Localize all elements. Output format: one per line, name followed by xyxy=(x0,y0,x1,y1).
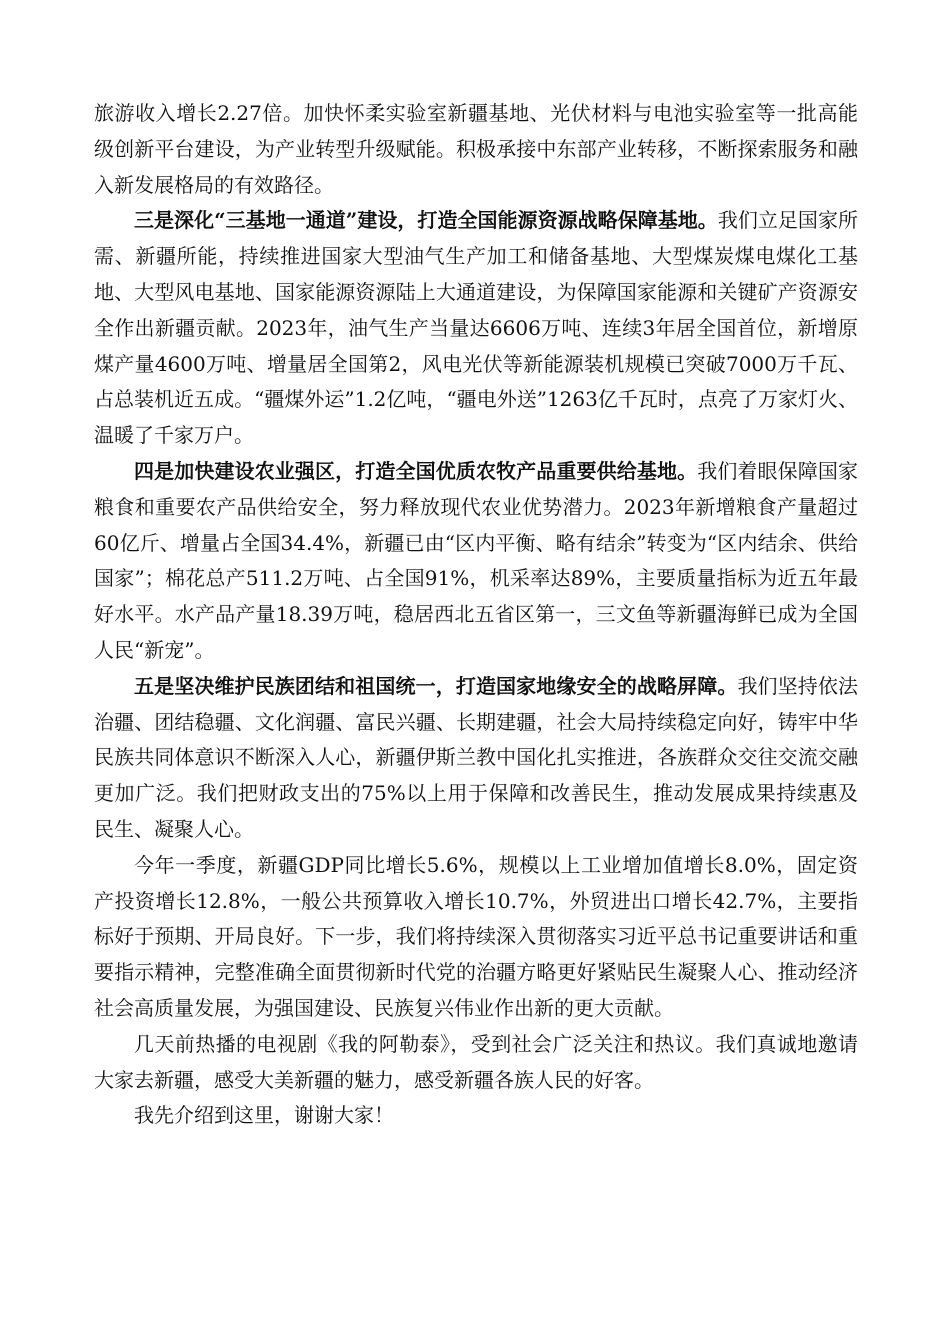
paragraph-text: 我先介绍到这里，谢谢大家！ xyxy=(134,1103,394,1128)
paragraph-agriculture xyxy=(94,454,858,669)
paragraph-first-quarter xyxy=(94,848,858,1027)
paragraph-closing xyxy=(94,1098,858,1134)
paragraph-tourism-continued xyxy=(94,96,858,203)
paragraph-text: 旅游收入增长2.27倍。加快怀柔实验室新疆基地、光伏材料与电池实验室等一批高能级创新平台建设，为产业转型升级赋能。积极承接中东部产业转移，不断探索服务和融入新发展格局的有效路径。 xyxy=(94,101,858,197)
paragraph-lead: 五是坚决维护民族团结和祖国统一，打造国家地缘安全的战略屏障。 xyxy=(134,673,738,698)
document-body xyxy=(94,96,858,1134)
paragraph-text: 我们着眼保障国家粮食和重要农产品供给安全，努力释放现代农业优势潜力。2023年新增粮食产量超过60亿斤、增量占全国34.4%，新疆已由“区内平衡、略有结余”转变为“区内结余、供给国家”；棉花总产511.2万吨、占全国91%，机采率达89%，主要质量指标为近五年最好水平。水产品产量18.39万吨，稳居西北五省区第一，三文鱼等新疆海鲜已成为全国人民“新宠”。 xyxy=(94,458,859,662)
paragraph-text: 几天前热播的电视剧《我的阿勒泰》，受到社会广泛关注和热议。我们真诚地邀请大家去新疆，感受大美新疆的魅力，感受新疆各族人民的好客。 xyxy=(94,1031,858,1092)
paragraph-energy-base xyxy=(94,203,858,454)
paragraph-text: 今年一季度，新疆GDP同比增长5.6%，规模以上工业增加值增长8.0%，固定资产投资增长12.8%，一般公共预算收入增长10.7%，外贸进出口增长42.7%，主要指标好于预期、开局良好。下一步，我们将持续深入贯彻落实习近平总书记重要讲话和重要指示精神，完整准确全面贯彻新时代党的治疆方略更好紧贴民生凝聚人心、推动经济社会高质量发展，为强国建设、民族复兴伟业作出新的更大贡献。 xyxy=(94,852,858,1020)
paragraph-tv-drama xyxy=(94,1027,858,1099)
paragraph-lead: 三是深化“三基地一通道”建设，打造全国能源资源战略保障基地。 xyxy=(134,208,718,233)
paragraph-ethnic-unity xyxy=(94,669,858,848)
paragraph-lead: 四是加快建设农业强区，打造全国优质农牧产品重要供给基地。 xyxy=(134,458,698,483)
paragraph-text: 我们坚持依法治疆、团结稳疆、文化润疆、富民兴疆、长期建疆，社会大局持续稳定向好，铸牢中华民族共同体意识不断深入人心，新疆伊斯兰教中国化扎实推进，各族群众交往交流交融更加广泛。我们把财政支出的75%以上用于保障和改善民生，推动发展成果持续惠及民生、凝聚人心。 xyxy=(94,673,859,841)
paragraph-text: 我们立足国家所需、新疆所能，持续推进国家大型油气生产加工和储备基地、大型煤炭煤电煤化工基地、大型风电基地、国家能源资源陆上大通道建设，为保障国家能源和关键矿产资源安全作出新疆贡献。2023年，油气生产当量达6606万吨、连续3年居全国首位，新增原煤产量4600万吨、增量居全国第2，风电光伏等新能源装机规模已突破7000万千瓦、占总装机近五成。“疆煤外运”1.2亿吨，“疆电外送”1263亿千瓦时，点亮了万家灯火、温暖了千家万户。 xyxy=(94,208,858,448)
